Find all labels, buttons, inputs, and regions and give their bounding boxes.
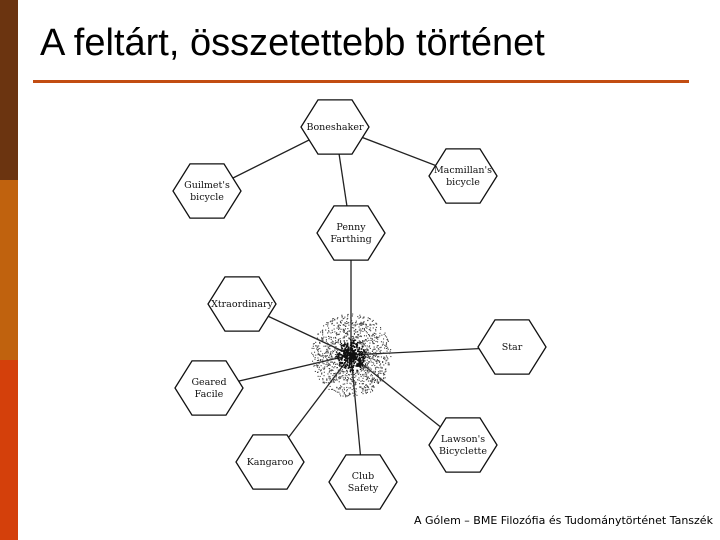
bicycle-evolution-diagram: [150, 90, 550, 510]
node-label: Lawson's: [440, 434, 486, 445]
node-hexagon: [429, 149, 497, 203]
accent-bar-bottom: [0, 360, 18, 540]
node-xtraordinary: [208, 277, 276, 331]
node-label: Club: [351, 471, 375, 482]
node-label: Penny: [336, 222, 366, 233]
node-hexagon: [329, 455, 397, 509]
node-label: Geared: [191, 377, 227, 388]
node-hexagon: [173, 164, 241, 218]
node-label: Macmillan's: [433, 165, 493, 176]
accent-bar-top: [0, 0, 18, 180]
node-label: Xtraordinary: [211, 299, 273, 310]
node-label: Boneshaker: [306, 122, 364, 133]
node-star: [478, 320, 546, 374]
node-label: Safety: [347, 483, 379, 494]
slide-footer: A Gólem – BME Filozófia és Tudománytörténet Tanszék: [414, 514, 713, 527]
node-geared: [175, 361, 243, 415]
node-label: Star: [501, 342, 523, 353]
node-guilmets: [173, 164, 241, 218]
title-underline: [33, 80, 689, 83]
node-label: Bicyclette: [439, 446, 487, 457]
node-penny: [317, 206, 385, 260]
node-label: Farthing: [330, 234, 372, 245]
node-boneshaker: [301, 100, 369, 154]
node-label: Guilmet's: [184, 180, 230, 191]
node-kangaroo: [236, 435, 304, 489]
node-label: bicycle: [190, 192, 224, 203]
node-label: bicycle: [446, 177, 480, 188]
node-macmillans: [429, 149, 497, 203]
node-label: Kangaroo: [246, 457, 294, 468]
node-club: [329, 455, 397, 509]
node-hexagon: [175, 361, 243, 415]
node-hexagon: [317, 206, 385, 260]
slide-title: A feltárt, összetettebb történet: [40, 22, 545, 64]
node-label: Facile: [194, 389, 224, 400]
accent-bar-middle: [0, 180, 18, 360]
